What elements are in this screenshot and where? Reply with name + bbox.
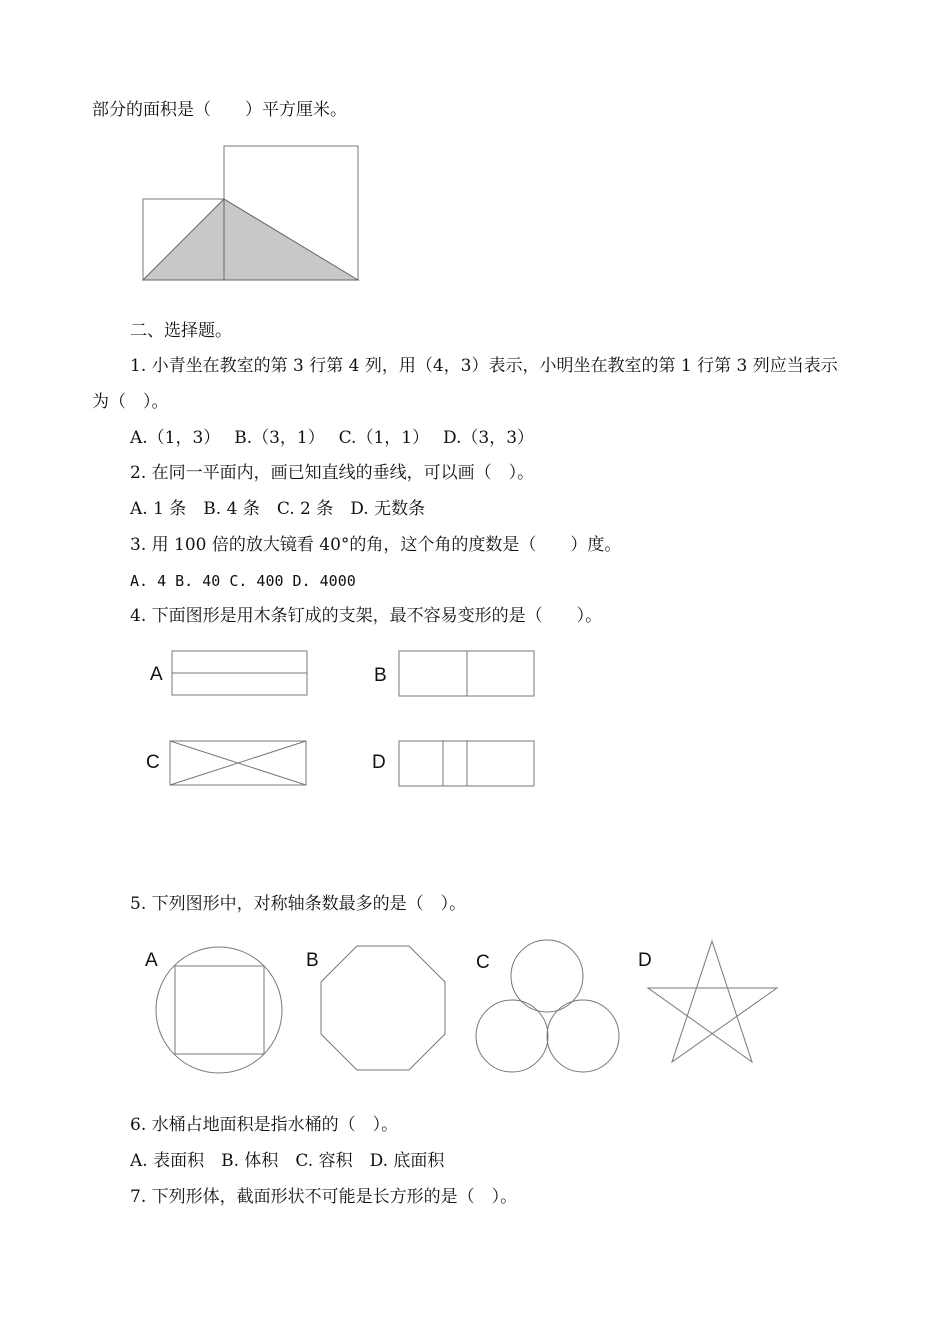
section-heading: 二、选择题。	[130, 321, 232, 341]
intro-question-tail: 部分的面积是（ ）平方厘米。	[92, 100, 347, 120]
q3-options: A. 4 B. 40 C. 400 D. 4000	[130, 572, 356, 590]
q1-stem-line1: 1. 小青坐在教室的第 3 行第 4 列，用（4，3）表示，小明坐在教室的第 1 行第 3 列应当表示	[130, 356, 838, 376]
q4-label-b: B	[374, 665, 387, 686]
shape-d-star	[648, 941, 777, 1062]
q1-stem-line2: 为（ ）。	[92, 392, 169, 412]
shape-c-three-circles	[476, 940, 619, 1072]
q2-options: A. 1 条 B. 4 条 C. 2 条 D. 无数条	[130, 499, 426, 519]
q3-stem: 3. 用 100 倍的放大镜看 40°的角，这个角的度数是（ ）度。	[130, 535, 622, 555]
q2-stem: 2. 在同一平面内，画已知直线的垂线，可以画（ ）。	[130, 463, 535, 483]
q6-options: A. 表面积 B. 体积 C. 容积 D. 底面积	[130, 1151, 445, 1171]
q5-label-c: C	[476, 952, 490, 973]
q6-stem: 6. 水桶占地面积是指水桶的（ ）。	[130, 1115, 399, 1135]
q4-label-c: C	[146, 752, 160, 773]
q5-stem: 5. 下列图形中，对称轴条数最多的是（ ）。	[130, 894, 467, 914]
q4-stem: 4. 下面图形是用木条钉成的支架，最不容易变形的是（ ）。	[130, 606, 603, 626]
q4-label-d: D	[372, 752, 386, 773]
q7-stem: 7. 下列形体，截面形状不可能是长方形的是（ ）。	[130, 1187, 518, 1207]
q5-label-b: B	[306, 950, 319, 971]
shape-b-octagon	[321, 946, 445, 1070]
shape-a-circle-square	[156, 947, 282, 1073]
q1-options: A.（1，3） B.（3，1） C.（1，1） D.（3，3）	[130, 428, 535, 448]
q5-label-a: A	[145, 950, 158, 971]
q4-label-a: A	[150, 664, 163, 685]
q5-label-d: D	[638, 950, 652, 971]
